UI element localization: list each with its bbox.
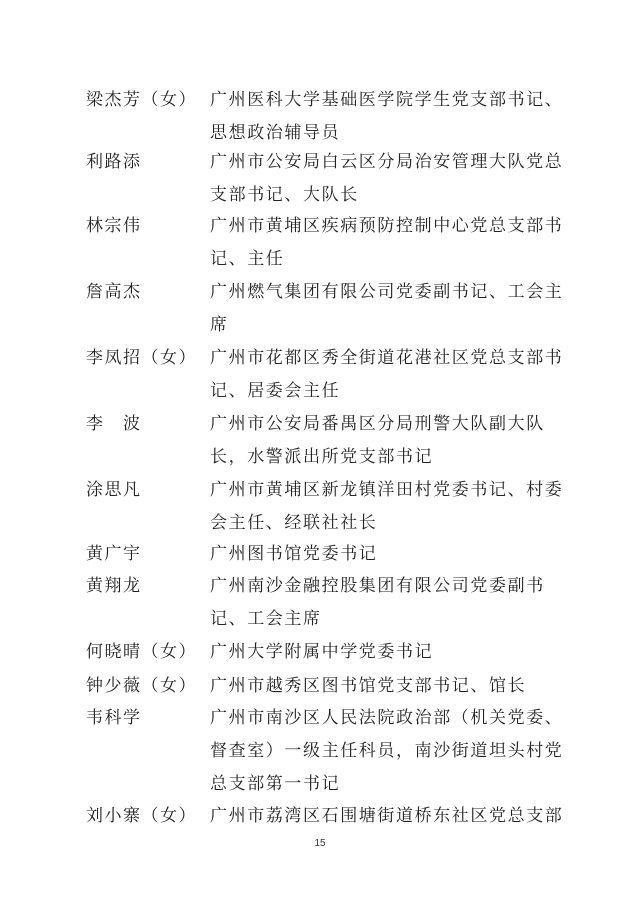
position-line: 广州燃气集团有限公司党委副书记、工会主	[210, 282, 564, 302]
position-line: 思想政治辅导员	[210, 123, 341, 143]
position-line: 会主任、经联社社长	[210, 513, 378, 533]
person-position	[210, 538, 570, 571]
position-line: 广州图书馆党委书记	[210, 544, 378, 564]
position-line: 广州市公安局白云区分局治安管理大队党总	[210, 152, 564, 172]
person-name: 钟少薇（女）	[86, 676, 197, 696]
position-line: 广州市黄埔区新龙镇洋田村党委书记、村委	[210, 480, 564, 500]
page-number: 15	[314, 838, 326, 849]
position-line: 长，水警派出所党支部书记	[210, 447, 434, 467]
person-name: 梁杰芳（女）	[86, 90, 197, 110]
position-line: 广州南沙金融控股集团有限公司党委副书	[210, 576, 545, 596]
position-line: 广州医科大学基础医学院学生党支部书记、	[210, 90, 564, 110]
person-position	[210, 276, 570, 342]
person-position	[210, 800, 570, 833]
position-line: 广州市越秀区图书馆党支部书记、馆长	[210, 676, 527, 696]
position-line: 总支部第一书记	[210, 774, 341, 794]
position-line: 席	[210, 315, 229, 335]
position-line: 支部书记、大队长	[210, 185, 359, 205]
position-line: 广州市公安局番禺区分局刑警大队副大队	[210, 414, 545, 434]
position-line: 记、工会主席	[210, 609, 322, 629]
position-line: 广州市荔湾区石围塘街道桥东社区党总支部	[210, 806, 564, 826]
person-position	[210, 146, 570, 212]
position-line: 督查室）一级主任科员，南沙街道坦头村党	[210, 741, 564, 761]
person-position	[210, 570, 570, 636]
person-name: 黄翔龙	[86, 576, 142, 596]
position-line: 记、主任	[210, 249, 285, 269]
person-name: 黄广宇	[86, 544, 142, 564]
person-position	[210, 84, 570, 150]
person-name: 涂思凡	[86, 480, 142, 500]
person-name: 李凤招（女）	[86, 348, 197, 368]
position-line: 广州大学附属中学党委书记	[210, 642, 434, 662]
person-name: 利路添	[86, 152, 142, 172]
person-position	[210, 408, 570, 474]
person-name: 詹高杰	[86, 282, 142, 302]
person-position	[210, 474, 570, 540]
person-position	[210, 342, 570, 408]
position-line: 广州市黄埔区疾病预防控制中心党总支部书	[210, 216, 564, 236]
person-position	[210, 670, 570, 703]
person-position	[210, 210, 570, 276]
position-line: 广州市花都区秀全街道花港社区党总支部书	[210, 348, 564, 368]
position-line: 广州市南沙区人民法院政治部（机关党委、	[210, 708, 564, 728]
person-name: 林宗伟	[86, 216, 142, 236]
person-name: 刘小寨（女）	[86, 806, 197, 826]
person-position	[210, 636, 570, 669]
person-position	[210, 702, 570, 801]
person-name: 何晓晴（女）	[86, 642, 197, 662]
person-name: 李 波	[86, 414, 142, 434]
person-name: 韦科学	[86, 708, 142, 728]
position-line: 记、居委会主任	[210, 381, 341, 401]
